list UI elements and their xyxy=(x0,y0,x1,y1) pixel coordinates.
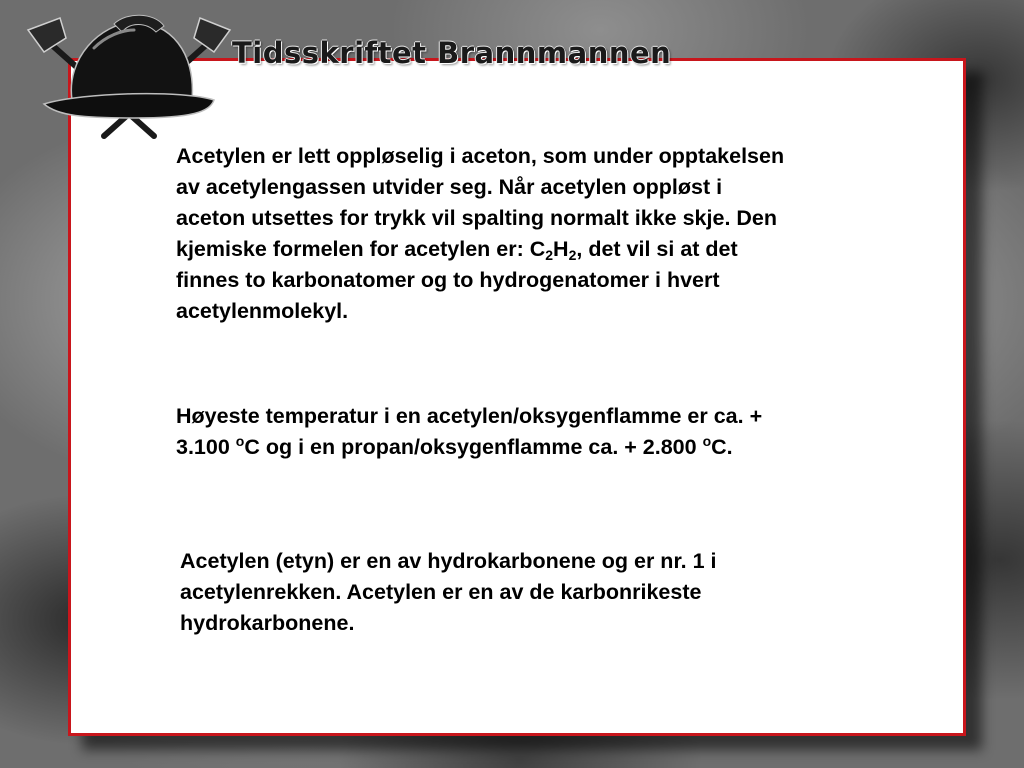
formula-subscript-carbon: 2 xyxy=(545,247,554,263)
paragraph-2-text-b: C og i en propan/oksygenflamme ca. + 2.800 xyxy=(244,435,703,459)
paragraph-1-text-a: Acetylen er lett oppløselig i aceton, som under opptakelsen av acetylengassen utvider seg. Når acetylen oppløst i aceton utsettes for trykk vil spalting normalt ikke skje. Den kjemiske formelen for acetylen er: C xyxy=(176,144,785,261)
formula-subscript-hydrogen: 2 xyxy=(568,247,577,263)
paragraph-1-text-c: , det vil si at det finnes to karbonatomer og to hydrogenatomer i hvert acetylenmolekyl. xyxy=(176,237,738,323)
degree-superscript-2: o xyxy=(702,433,712,449)
paragraph-hydrocarbon-class: Acetylen (etyn) er en av hydrokarbonene og er nr. 1 i acetylenrekken. Acetylen er en av de karbonrikeste hydrokarbonene. xyxy=(180,549,717,635)
paragraph-2-text-c: C. xyxy=(711,435,733,459)
firefighter-helmet-logo-icon xyxy=(14,8,244,148)
paragraph-flame-temperature xyxy=(176,401,796,463)
paragraph-acetylene-solubility xyxy=(176,141,796,327)
paragraph-1-text-b: H xyxy=(553,237,569,261)
degree-superscript-1: o xyxy=(235,433,245,449)
paragraph-2-text-a: Høyeste temperatur i en acetylen/oksygenflamme er ca. + 3.100 xyxy=(176,404,763,459)
publication-title: Tidsskriftet Brannmannen xyxy=(232,36,672,70)
